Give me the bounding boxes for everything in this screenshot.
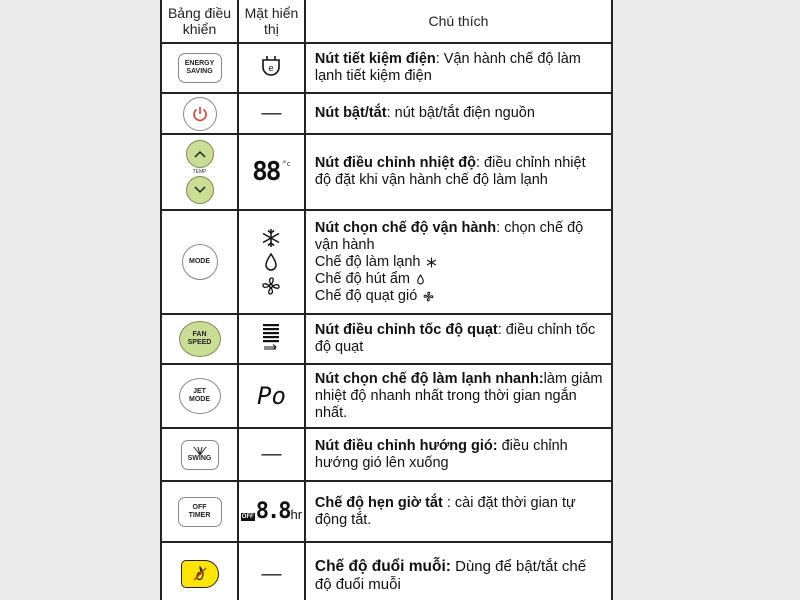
mosquito-repel-icon xyxy=(192,566,208,582)
fan-speed-bars-icon xyxy=(261,322,281,352)
temperature-display xyxy=(252,157,291,187)
temp-buttons xyxy=(162,140,237,204)
temp-label: TEMP xyxy=(192,169,207,175)
mode-fan-line xyxy=(315,288,605,305)
power-desc: : nút bật/tắt điện nguồn xyxy=(386,105,535,121)
remote-control-table xyxy=(160,0,613,600)
header-display: Mặt hiển thị xyxy=(238,0,305,43)
off-timer-desc: : cài đặt thời gian tự động tắt. xyxy=(314,494,576,528)
mosquito-title: Chế độ đuổi muỗi: xyxy=(314,558,451,575)
mode-icons xyxy=(239,228,304,296)
swing-button xyxy=(181,440,219,470)
temp-down-button xyxy=(186,176,214,204)
power-icon xyxy=(191,105,209,123)
off-timer-button: OFF TIMER xyxy=(178,497,222,527)
off-timer-display xyxy=(241,499,302,524)
remote-control-guide-sheet xyxy=(160,0,613,600)
mode-desc: : chọn chế độ vận hành xyxy=(314,219,584,253)
mode-dry-line xyxy=(315,271,605,288)
table-row-swing xyxy=(161,428,612,481)
jet-mode-display: Po xyxy=(257,382,286,410)
header-notes: Chú thích xyxy=(305,0,612,43)
mosquito-display: — xyxy=(238,542,305,600)
fan-speed-title: Nút điều chỉnh tốc độ quạt xyxy=(314,322,498,338)
snowflake-small-icon xyxy=(426,257,437,268)
mode-cool-label: Chế độ làm lạnh xyxy=(314,253,421,270)
table-row-mosquito xyxy=(161,542,612,600)
jet-mode-button: JET MODE xyxy=(179,378,221,414)
mode-cool-line xyxy=(315,254,605,271)
off-timer-unit: hr xyxy=(290,507,303,522)
power-display: — xyxy=(238,93,305,134)
off-timer-title: Chế độ hẹn giờ tắt xyxy=(314,494,443,511)
energy-saving-desc: : Vận hành chế độ làm lạnh tiết kiệm điện xyxy=(314,51,581,84)
power-title: Nút bật/tắt xyxy=(314,105,387,121)
table-row-power xyxy=(161,93,612,134)
energy-saving-title: Nút tiết kiệm điện xyxy=(314,51,436,67)
snowflake-icon xyxy=(261,228,281,248)
svg-text:e: e xyxy=(268,63,275,74)
fan-speed-desc: : điều chỉnh tốc độ quạt xyxy=(314,322,596,355)
power-button xyxy=(183,97,217,131)
table-row-fan-speed xyxy=(161,314,612,364)
fan-small-icon xyxy=(423,291,434,302)
swing-air-icon xyxy=(192,446,208,455)
mosquito-repel-button xyxy=(181,560,219,588)
mode-fan-label: Chế độ quạt gió xyxy=(314,287,418,304)
swing-title: Nút điều chỉnh hướng gió: xyxy=(314,437,498,454)
fan-icon xyxy=(261,276,281,296)
energy-saving-button: ENERGY SAVING xyxy=(178,53,222,83)
temperature-unit: °c xyxy=(282,160,291,168)
mode-title: Nút chọn chế độ vận hành xyxy=(314,219,497,236)
mode-button: MODE xyxy=(182,244,218,280)
water-drop-small-icon xyxy=(416,274,425,285)
off-indicator: OFF xyxy=(241,514,254,520)
swing-desc: điều chỉnh hướng gió lên xuống xyxy=(314,437,568,471)
swing-display: — xyxy=(238,428,305,481)
table-header-row xyxy=(161,0,612,43)
temperature-title: Nút điều chỉnh nhiệt độ xyxy=(314,155,476,171)
mosquito-desc: Dùng để bật/tắt chế độ đuổi muỗi xyxy=(314,558,587,593)
energy-saving-plug-icon xyxy=(260,55,282,77)
jet-mode-desc: làm giảm nhiệt độ nhanh nhất trong thời gian ngắn nhất. xyxy=(314,370,603,421)
chevron-up-icon xyxy=(194,150,206,158)
temperature-desc: : điều chỉnh nhiệt độ đặt khi vận hành chế độ làm lạnh xyxy=(314,155,586,188)
off-timer-digits: 8.8 xyxy=(255,499,290,524)
temperature-display-digits: 88 xyxy=(252,157,280,187)
mode-dry-label: Chế độ hút ẩm xyxy=(314,270,411,287)
water-drop-icon xyxy=(263,252,279,272)
table-row-temperature xyxy=(161,134,612,210)
fan-speed-button: FAN SPEED xyxy=(179,321,221,357)
chevron-down-icon xyxy=(194,186,206,194)
table-row-mode xyxy=(161,210,612,314)
temp-up-button xyxy=(186,140,214,168)
table-row-off-timer xyxy=(161,481,612,542)
table-row-energy-saving xyxy=(161,43,612,93)
jet-mode-title: Nút chọn chế độ làm lạnh nhanh: xyxy=(314,370,544,387)
table-row-jet-mode xyxy=(161,364,612,428)
swing-button-label: SWING xyxy=(187,455,212,462)
header-control-panel: Bảng điều khiển xyxy=(161,0,238,43)
